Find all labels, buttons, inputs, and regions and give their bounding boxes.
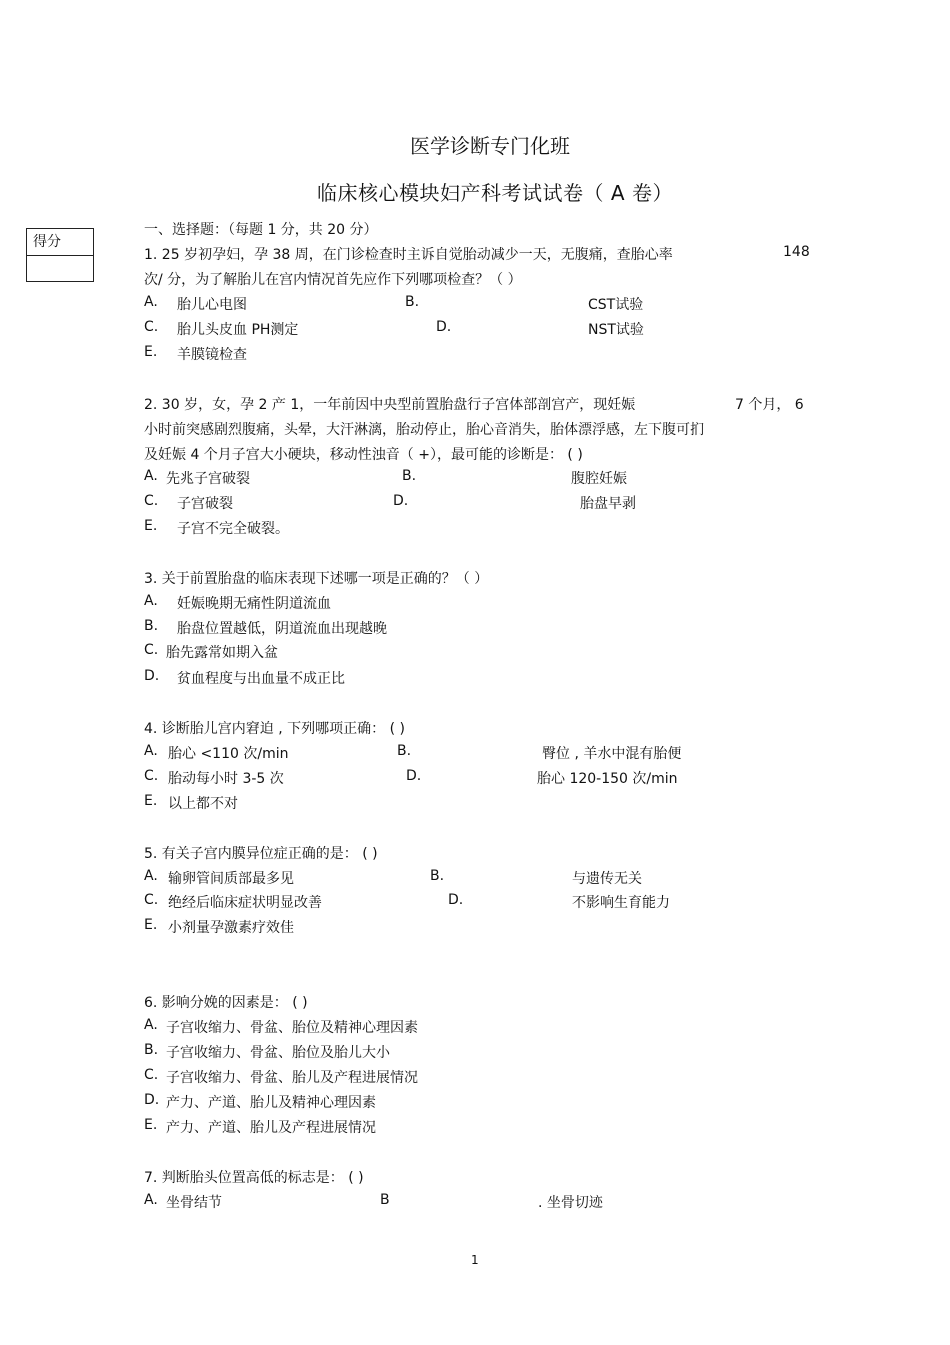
q1-stem-line1: 1. 25 岁初孕妇，孕 38 周，在门诊检查时主诉自觉胎动减少一天，无腹痛，查胎心率 <box>144 247 673 263</box>
q2-option-e-label: E. <box>144 518 158 534</box>
q2-stem-line1: 2. 30 岁，女，孕 2 产 1，一年前因中央型前置胎盘行子宫体部剖宫产，现妊娠 <box>144 397 636 413</box>
q2-option-a-label: A. <box>144 468 158 484</box>
q2-option-d-label: D. <box>393 493 409 509</box>
q5-option-c-label: C. <box>144 892 159 908</box>
q2-stem-tail: 7 个月， 6 <box>735 397 804 413</box>
q1-option-e-text: 羊膜镜检查 <box>177 347 247 363</box>
q4-option-a-label: A. <box>144 743 158 759</box>
q1-option-b-label: B. <box>405 294 420 310</box>
q2-option-b-label: B. <box>402 468 417 484</box>
exam-subtitle: 临床核心模块妇产科考试试卷（ A 卷） <box>317 181 673 205</box>
score-box <box>26 228 94 282</box>
q6-option-a-text: 子宫收缩力、骨盆、胎位及精神心理因素 <box>166 1020 418 1036</box>
q4-option-b-label: B. <box>397 743 412 759</box>
q6-stem: 6. 影响分娩的因素是： ( ) <box>144 995 308 1011</box>
q3-option-a-text: 妊娠晚期无痛性阴道流血 <box>177 596 331 612</box>
q2-option-a-text: 先兆子宫破裂 <box>166 471 250 487</box>
q5-option-d-label: D. <box>448 892 464 908</box>
q1-option-c-text: 胎儿头皮血 PH测定 <box>177 322 299 338</box>
q6-option-d-text: 产力、产道、胎儿及精神心理因素 <box>166 1095 376 1111</box>
q4-option-c-label: C. <box>144 768 159 784</box>
q3-option-d-label: D. <box>144 668 160 684</box>
q4-option-b-text: 臀位 , 羊水中混有胎便 <box>542 746 682 762</box>
q3-option-a-label: A. <box>144 593 158 609</box>
q5-option-d-text: 不影响生育能力 <box>572 895 670 911</box>
q4-option-d-text: 胎心 120-150 次/min <box>537 771 678 787</box>
q1-option-d-text: NST试验 <box>588 322 644 338</box>
q5-option-c-text: 绝经后临床症状明显改善 <box>168 895 322 911</box>
q6-option-e-text: 产力、产道、胎儿及产程进展情况 <box>166 1120 376 1136</box>
q6-option-d-label: D. <box>144 1092 160 1108</box>
q6-option-e-label: E. <box>144 1117 158 1133</box>
q1-option-d-label: D. <box>436 319 452 335</box>
q7-stem: 7. 判断胎头位置高低的标志是： ( ) <box>144 1170 364 1186</box>
q4-stem: 4. 诊断胎儿宫内窘迫 , 下列哪项正确： ( ) <box>144 721 405 737</box>
q2-option-e-text: 子宫不完全破裂。 <box>177 521 289 537</box>
q5-option-a-label: A. <box>144 868 158 884</box>
q3-option-b-label: B. <box>144 618 159 634</box>
q6-option-b-text: 子宫收缩力、骨盆、胎位及胎儿大小 <box>166 1045 390 1061</box>
q4-option-e-label: E. <box>144 793 158 809</box>
score-label: 得分 <box>33 234 61 250</box>
q5-option-e-text: 小剂量孕激素疗效佳 <box>168 920 294 936</box>
q6-option-c-label: C. <box>144 1067 159 1083</box>
q1-option-a-label: A. <box>144 294 158 310</box>
q7-option-b-label: B <box>380 1192 390 1208</box>
q3-option-b-text: 胎盘位置越低，阴道流血出现越晚 <box>177 621 387 637</box>
q6-option-a-label: A. <box>144 1017 158 1033</box>
q2-option-c-text: 子宫破裂 <box>177 496 233 512</box>
q3-stem: 3. 关于前置胎盘的临床表现下述哪一项是正确的？（ ） <box>144 571 489 587</box>
q5-option-b-label: B. <box>430 868 445 884</box>
q2-stem-line3: 及妊娠 4 个月子宫大小硬块，移动性浊音（ +），最可能的诊断是： ( ) <box>144 447 583 463</box>
q4-option-a-text: 胎心 <110 次/min <box>168 746 289 762</box>
page-number: 1 <box>471 1253 479 1267</box>
q5-stem: 5. 有关子宫内膜异位症正确的是： ( ) <box>144 846 378 862</box>
q1-stem-tail: 148 <box>783 244 810 260</box>
q3-option-d-text: 贫血程度与出血量不成正比 <box>177 671 345 687</box>
q1-option-b-text: CST试验 <box>588 297 644 313</box>
q5-option-e-label: E. <box>144 917 158 933</box>
q5-option-b-text: 与遗传无关 <box>572 871 642 887</box>
q7-option-a-label: A. <box>144 1192 158 1208</box>
q3-option-c-text: 胎先露常如期入盆 <box>166 645 278 661</box>
score-box-divider <box>27 255 93 256</box>
q4-option-d-label: D. <box>406 768 422 784</box>
q2-option-d-text: 胎盘早剥 <box>580 496 636 512</box>
q7-option-a-text: 坐骨结节 <box>166 1195 222 1211</box>
q6-option-c-text: 子宫收缩力、骨盆、胎儿及产程进展情况 <box>166 1070 418 1086</box>
q2-option-c-label: C. <box>144 493 159 509</box>
q6-option-b-label: B. <box>144 1042 159 1058</box>
section-heading: 一、选择题：（每题 1 分，共 20 分） <box>144 222 378 238</box>
q4-option-c-text: 胎动每小时 3-5 次 <box>168 771 284 787</box>
q5-option-a-text: 输卵管间质部最多见 <box>168 871 294 887</box>
q7-option-b-text: . 坐骨切迹 <box>538 1195 603 1211</box>
page-title: 医学诊断专门化班 <box>410 134 570 158</box>
q4-option-e-text: 以上都不对 <box>168 796 238 812</box>
q3-option-c-label: C. <box>144 642 159 658</box>
q1-option-c-label: C. <box>144 319 159 335</box>
q2-stem-line2: 小时前突感剧烈腹痛，头晕，大汗淋漓，胎动停止，胎心音消失，胎体漂浮感，左下腹可扪 <box>144 422 704 438</box>
q1-option-a-text: 胎儿心电图 <box>177 297 247 313</box>
q1-option-e-label: E. <box>144 344 158 360</box>
q1-stem-line2: 次/ 分，为了解胎儿在宫内情况首先应作下列哪项检查？（ ） <box>144 272 522 288</box>
q2-option-b-text: 腹腔妊娠 <box>571 471 627 487</box>
